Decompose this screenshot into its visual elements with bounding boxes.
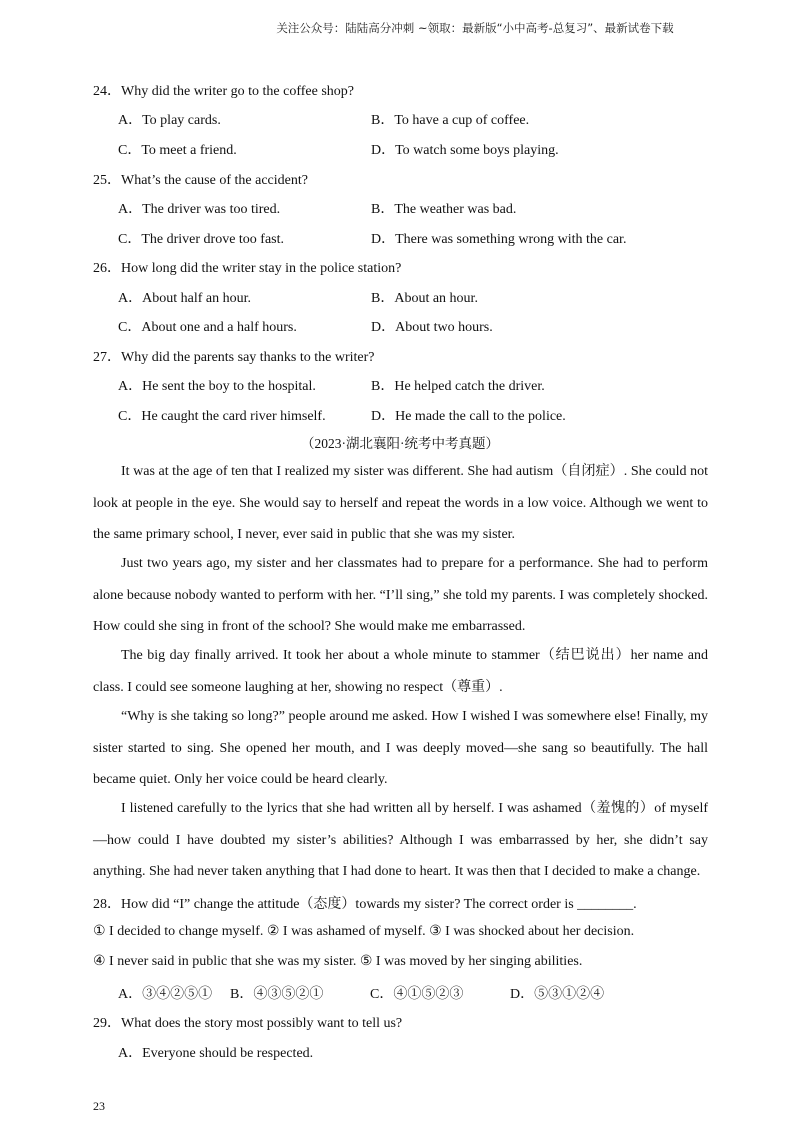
q25-option-a: A．The driver was too tired.	[118, 202, 281, 217]
question-29: 29．What does the story most possibly want to tell us?	[93, 1016, 403, 1031]
q26-option-c: C．About one and a half hours.	[118, 320, 297, 335]
q24-option-b: B．To have a cup of coffee.	[371, 113, 530, 128]
question-28: 28．How did “I” change the attitude（态度）towards my sister? The correct order is ________.	[93, 897, 637, 912]
q26-option-d: D．About two hours.	[371, 320, 493, 335]
passage-paragraph-4: “Why is she taking so long?” people around me asked. How I wished I was somewhere else! Finally, my sister started to sing. She opened her mouth, and I was deeply moved—she sang so beautifully. The hall became quiet. Only her voice could be heard clearly.	[93, 709, 708, 787]
q24-option-a: A．To play cards.	[118, 113, 221, 128]
q27-option-c: C．He caught the card river himself.	[118, 409, 326, 424]
passage-paragraph-2: Just two years ago, my sister and her classmates had to prepare for a performance. She had to perform alone because nobody wanted to perform with her. “I’ll sing,” she told my parents. I was completely shocked. How could she sing in front of the school? She would make me embarrassed.	[93, 556, 708, 634]
question-26: 26．How long did the writer stay in the police station?	[93, 261, 402, 276]
page-number: 23	[93, 1099, 105, 1113]
q25-option-c: C．The driver drove too fast.	[118, 232, 285, 247]
question-27: 27．Why did the parents say thanks to the writer?	[93, 350, 375, 365]
q29-option-a: A．Everyone should be respected.	[118, 1046, 314, 1061]
q27-option-d: D．He made the call to the police.	[371, 409, 566, 424]
q24-option-c: C．To meet a friend.	[118, 143, 237, 158]
q28-option-a: A．③④②⑤①	[118, 987, 213, 1002]
source-citation: （2023·湖北襄阳·统考中考真题）	[301, 436, 499, 451]
q24-option-d: D．To watch some boys playing.	[371, 143, 559, 158]
q25-option-b: B．The weather was bad.	[371, 202, 517, 217]
q28-option-c: C．④①⑤②③	[370, 987, 464, 1002]
q28-statements-line-2: ④ I never said in public that she was my sister. ⑤ I was moved by her singing abilities.	[93, 954, 583, 969]
passage-paragraph-5: I listened carefully to the lyrics that she had written all by herself. I was ashamed（羞愧的）of myself—how could I have doubted my sister’s abilities? Although I was embarrassed by her, she didn’t say anything. She had never taken anything that I had done to heart. It was then that I decided to make a change.	[93, 801, 708, 879]
q26-option-b: B．About an hour.	[371, 291, 478, 306]
q27-option-a: A．He sent the boy to the hospital.	[118, 379, 316, 394]
passage-paragraph-3: The big day finally arrived. It took her about a whole minute to stammer（结巴说出）her name and class. I could see someone laughing at her, showing no respect（尊重）.	[93, 648, 708, 695]
passage-paragraph-1: It was at the age of ten that I realized my sister was different. She had autism（自闭症）. She could not look at people in the eye. She would say to herself and repeat the words in a low voice. Although we went to the same primary school, I never, ever said in public that she was my sister.	[93, 464, 708, 542]
question-25: 25．What’s the cause of the accident?	[93, 173, 308, 188]
q28-option-b: B．④③⑤②①	[230, 987, 324, 1002]
q27-option-b: B．He helped catch the driver.	[371, 379, 545, 394]
q25-option-d: D．There was something wrong with the car.	[371, 232, 627, 247]
q26-option-a: A．About half an hour.	[118, 291, 251, 306]
header-text: 关注公众号：陆陆高分冲刺 ~领取：最新版“小中高考-总复习”、最新试卷下载	[276, 21, 674, 35]
page-header	[0, 20, 800, 36]
q28-option-d: D．⑤③①②④	[510, 987, 605, 1002]
q28-statements-line-1: ① I decided to change myself. ② I was ashamed of myself. ③ I was shocked about her decision.	[93, 924, 635, 939]
question-24: 24．Why did the writer go to the coffee shop?	[93, 84, 355, 99]
